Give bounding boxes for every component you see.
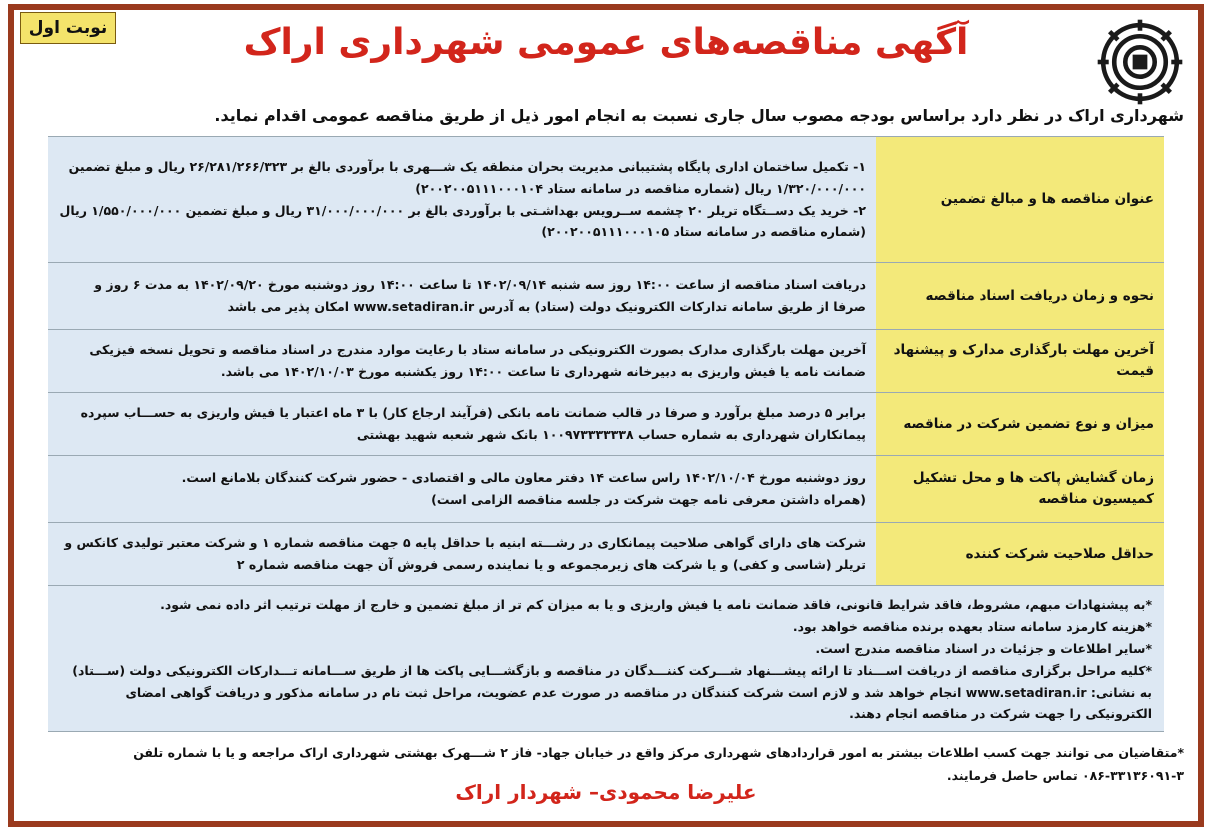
row-line: روز دوشنبه مورخ ۱۴۰۲/۱۰/۰۴ راس ساعت ۱۴ دفتر معاون مالی و اقتصادی - حضور شرکت کنندگان بلامانع است.: [181, 470, 866, 486]
table-row: [48, 456, 1164, 523]
notice-title: آگهی مناقصه‌های عمومی شهرداری اراک: [243, 22, 969, 63]
note-item: *هزینه کارمزد سامانه ستاد بعهده برنده مناقصه خواهد بود.: [792, 618, 1152, 634]
notes-box: [48, 586, 1164, 732]
row-label: زمان گشایش پاکت ها و محل تشکیل کمیسیون مناقصه: [876, 456, 1164, 522]
note-item: *کلیه مراحل برگزاری مناقصه از دریافت اســـناد تا ارائه پیشـــنهاد شـــرکت کننـــدگان در مناقصه و بازگشـــایی پاکت ها از طریق ســـامانه تـــدارکات الکترونیکی دولت (ســـتاد) به نشانی: www.setadiran.ir انجام خواهد شد و لازم است شرکت کنندگان در مناقصه در صورت عدم عضویت، مراحل ثبت نام در سامانه مذکور و دریافت گواهی امضای الکترونیکی را جهت شرکت در مناقصه انجام دهند.: [72, 662, 1152, 722]
row-value: [48, 330, 876, 392]
row-label: میزان و نوع تضمین شرکت در مناقصه: [876, 393, 1164, 455]
intro-text: شهرداری اراک در نظر دارد براساس بودجه مصوب سال جاری نسبت به انجام امور ذیل از طریق مناقصه عمومی اقدام نماید.: [214, 106, 1184, 125]
row-value: [48, 263, 876, 329]
row-value: [48, 456, 876, 522]
row-line: برابر ۵ درصد مبلغ برآورد و صرفا در قالب ضمانت نامه بانکی (فرآیند ارجاع کار) با ۳ ماه اعتبار یا فیش واریزی به حســـاب سپرده پیمانکاران شهرداری به شماره حساب ۱۰۰۹۷۳۳۳۳۳۳۸ بانک شهر شعبه شهید بهشتی: [80, 405, 866, 442]
signature: علیرضا محمودی– شهردار اراک: [455, 780, 757, 804]
row-value: [48, 393, 876, 455]
row-value: [48, 137, 876, 262]
row-line: شرکت های دارای گواهی صلاحیت پیمانکاری در رشـــته ابنیه با حداقل پایه ۵ جهت مناقصه شماره ۱ و شرکت معتبر تولیدی کانکس و تریلر (شاسی و کفی) و یا شرکت های زیرمجموعه و یا نماینده رسمی فروش آن جهت مناقصه شماره ۲: [64, 535, 866, 572]
row-label: آخرین مهلت بارگذاری مدارک و پیشنهاد قیمت: [876, 330, 1164, 392]
round-badge: نوبت اول: [20, 12, 116, 44]
row-line: دریافت اسناد مناقصه از ساعت ۱۴:۰۰ روز سه شنبه ۱۴۰۲/۰۹/۱۴ تا ساعت ۱۴:۰۰ روز دوشنبه مورخ ۱۴۰۲/۰۹/۲۰ به مدت ۶ روز و صرفا از طریق سامانه تدارکات الکترونیک دولت (ستاد) به آدرس www.setadiran.ir امکان پذیر می باشد: [94, 277, 866, 314]
row-line: ۱- تکمیل ساختمان اداری پایگاه پشتیبانی مدیریت بحران منطقه یک شـــهری با برآوردی بالغ بر ۲۶/۲۸۱/۲۶۶/۳۲۳ ریال و مبلغ تضمین ۱/۳۲۰/۰۰۰/۰۰۰ ریال (شماره مناقصه در سامانه ستاد ۲۰۰۲۰۰۵۱۱۱۰۰۰۱۰۴): [68, 158, 866, 196]
contact-text: *متقاضیان می توانند جهت کسب اطلاعات بیشتر به امور قراردادهای شهرداری مرکز واقع در خیابان جهاد- فاز ۲ شـــهرک بهشتی شهرداری اراک مراجعه و یا با شماره تلفن ۳-۳۳۱۳۶۰۹۱-۰۸۶ تماس حاصل فرمایند.: [133, 745, 1184, 783]
row-label: حداقل صلاحیت شرکت کننده: [876, 523, 1164, 585]
table-row: [48, 263, 1164, 330]
row-label: نحوه و زمان دریافت اسناد مناقصه: [876, 263, 1164, 329]
row-value: [48, 523, 876, 585]
table-row: [48, 136, 1164, 263]
row-line: ۲- خرید یک دســتگاه تریلر ۲۰ چشمه ســرویس بهداشـتی با برآوردی بالغ بر ۳۱/۰۰۰/۰۰۰/۰۰۰ ریال و مبلغ تضمین ۱/۵۵۰/۰۰۰/۰۰۰ ریال (شماره مناقصه در سامانه ستاد ۲۰۰۲۰۰۵۱۱۱۰۰۰۱۰۵): [59, 202, 866, 240]
tender-table: [48, 136, 1164, 732]
table-row: [48, 393, 1164, 456]
arak-municipality-logo-icon: [1094, 16, 1186, 108]
table-row: [48, 330, 1164, 393]
table-row: [48, 523, 1164, 586]
note-item: *به پیشنهادات مبهم، مشروط، فاقد شرایط قانونی، فاقد ضمانت نامه یا فیش واریزی و یا به میزان کم تر از مبلغ تضمین و خارج از مهلت ترتیب اثر داده نمی شود.: [160, 597, 1152, 612]
note-item: *سایر اطلاعات و جزئیات در اسناد مناقصه مندرج است.: [815, 640, 1152, 656]
notice-frame: [8, 4, 1204, 827]
row-line: (همراه داشتن معرفی نامه جهت شرکت در جلسه مناقصه الزامی است): [431, 492, 866, 507]
row-line: آخرین مهلت بارگذاری مدارک بصورت الکترونیکی در سامانه ستاد با رعایت موارد مندرج در اسناد مناقصه و تحویل نسخه فیزیکی ضمانت نامه یا فیش واریزی به دبیرخانه شهرداری تا ساعت ۱۴:۰۰ روز یکشنبه مورخ ۱۴۰۲/۱۰/۰۳ می باشد.: [89, 342, 866, 379]
row-label: عنوان مناقصه ها و مبالغ تضمین: [876, 137, 1164, 262]
